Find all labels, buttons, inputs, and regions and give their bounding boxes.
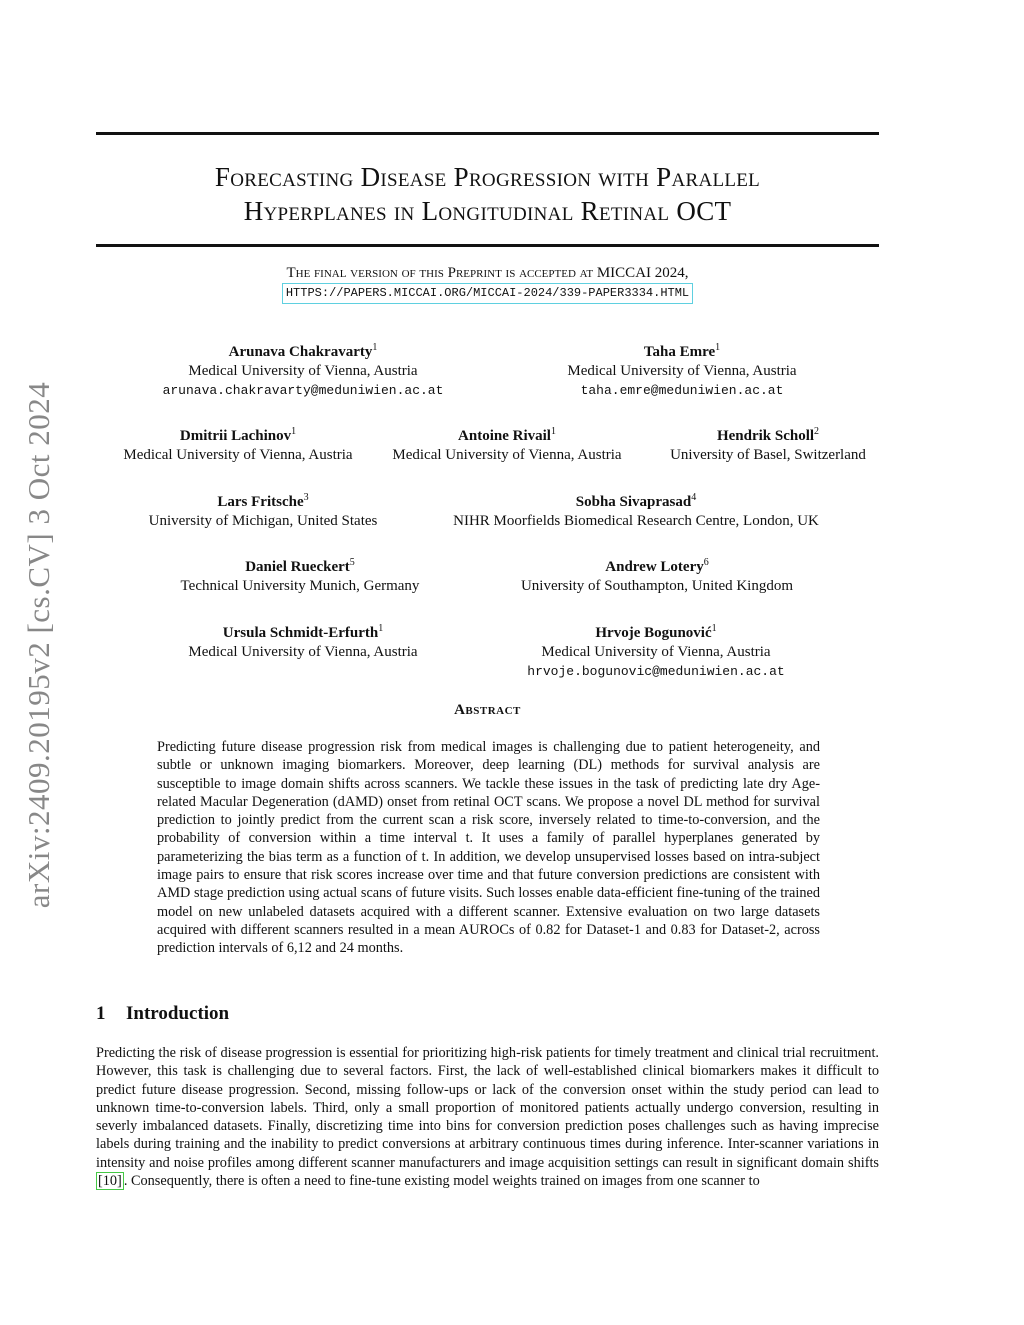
author-block [100,422,376,465]
author-email[interactable]: arunava.chakravarty@meduniwien.ac.at [162,383,444,398]
author-affiliation: Medical University of Vienna, Austria [567,363,797,379]
author-block [150,338,456,400]
title-line-2: Hyperplanes in Longitudinal Retinal OCT [243,196,732,226]
author-affiliation: NIHR Moorfields Biomedical Research Centre, London, UK [453,513,819,529]
author-block [150,553,450,596]
intro-text-part-1: Predicting the risk of disease progression is essential for prioritizing high-risk patients for timely treatment and clinical trial recruitment. However, this task is challenging due to several factors. First, the lack of well-established clinical biomarkers makes it difficult to predict future disease progression. Second, missing follow-ups or lack of the conversion onset within the study period can lead to unknown time-to-conversion labels. Third, only a small proportion of monitored patients actually undergo conversion, resulting in severly imbalanced datasets. Finally, discretizing time into bins for conversion prediction poses challenges such as having imprecise labels during training and the inability to predict conversions at arbitrary continuous times during inference. Inter-scanner variations in intensity and noise profiles among different scanner manufacturers and image acquisition settings can result in significant domain shifts [96,1045,879,1171]
paper-title [96,160,879,228]
intro-text-part-2: . Consequently, there is often a need to fine-tune existing model weights trained on images from one scanner to [123,1173,760,1190]
author-email[interactable]: taha.emre@meduniwien.ac.at [580,383,784,398]
author-affiliation: University of Michigan, United States [148,513,378,529]
author-sup: 1 [711,623,717,634]
author-name: Ursula Schmidt-Erfurth [222,625,379,641]
title-line-1: Forecasting Disease Progression with Parallel [214,162,761,192]
section-heading [96,1003,229,1025]
author-affiliation: Medical University of Vienna, Austria [188,644,418,660]
author-name: Hrvoje Bogunović [595,625,712,641]
note-url-link[interactable]: HTTPS://PAPERS.MICCAI.ORG/MICCAI-2024/339-PAPER3334.HTML [282,283,693,304]
author-affiliation: University of Southampton, United Kingdom [520,578,794,594]
author-name: Arunava Chakravarty [228,344,373,360]
author-affiliation: Medical University of Vienna, Austria [123,447,353,463]
author-sup: 6 [703,557,709,568]
abstract-text: Predicting future disease progression risk from medical images is challenging due to patient heterogeneity, and subtle or unknown imaging biomarkers. Moreover, deep learning (DL) methods for survival analysis are susceptible to image domain shifts across scanners. We tackle these issues in the task of predicting late dry Age-related Macular Degeneration (dAMD) onset from retinal OCT scans. We propose a novel DL method for survival prediction to jointly predict from the current scan a risk score, inversely related to time-to-conversion, and the probability of conversion within a time interval t. It uses a family of parallel hyperplanes generated by parameterizing the bias term as a function of t. In addition, we develop unsupervised losses based on intra-subject image pairs to ensure that risk scores increase over time and that future conversion predictions are consistent with AMD stage prediction using actual scans of future visits. Such losses enable data-efficient fine-tuning of the trained model on new unlabeled datasets acquired with a different scanner. Extensive evaluation on two large datasets acquired with different scanners resulted in a mean AUROCs of 0.82 for Dataset-1 and 0.83 for Dataset-2, across prediction intervals of 6,12 and 24 months. [157,739,820,957]
author-block [372,422,642,465]
title-rule-bottom [96,244,879,247]
author-sup: 1 [372,342,378,353]
citation-link[interactable]: [10] [98,1173,122,1190]
author-sup: 1 [715,342,721,353]
section-title: Introduction [126,1003,230,1024]
author-block [420,488,852,531]
arxiv-sidebar [14,360,64,930]
author-name: Lars Fritsche [217,494,304,510]
section-number: 1 [96,1003,106,1024]
author-name: Taha Emre [643,344,716,360]
abstract-heading: Abstract [454,702,521,718]
author-sup: 1 [378,623,384,634]
arxiv-id: arXiv:2409.20195v2 [cs.CV] 3 Oct 2024 [21,381,56,909]
author-affiliation: Medical University of Vienna, Austria [541,644,771,660]
author-sup: 1 [550,426,556,437]
author-name: Sobha Sivaprasad [575,494,692,510]
author-affiliation: Medical University of Vienna, Austria [188,363,418,379]
author-name: Daniel Rueckert [245,559,350,575]
author-name: Hendrik Scholl [716,428,815,444]
author-sup: 4 [691,492,697,503]
author-block [496,553,818,596]
author-block [530,338,834,400]
title-rule-top [96,132,879,135]
note-text: The final version of this Preprint is accepted at MICCAI 2024, [286,265,689,281]
preprint-note [96,264,879,304]
author-sup: 2 [814,426,820,437]
author-affiliation: Medical University of Vienna, Austria [392,447,622,463]
author-sup: 3 [303,492,309,503]
author-email[interactable]: hrvoje.bogunovic@meduniwien.ac.at [527,664,785,679]
author-sup: 5 [349,557,355,568]
author-block [158,619,448,662]
author-name: Antoine Rivail [458,428,551,444]
author-block [646,422,890,465]
introduction-text [96,1044,879,1190]
author-name: Andrew Lotery [605,559,704,575]
author-block [120,488,406,531]
author-affiliation: University of Basel, Switzerland [670,447,866,463]
author-sup: 1 [291,426,297,437]
author-name: Dmitrii Lachinov [179,428,292,444]
author-affiliation: Technical University Munich, Germany [180,578,420,594]
author-block [500,619,812,681]
